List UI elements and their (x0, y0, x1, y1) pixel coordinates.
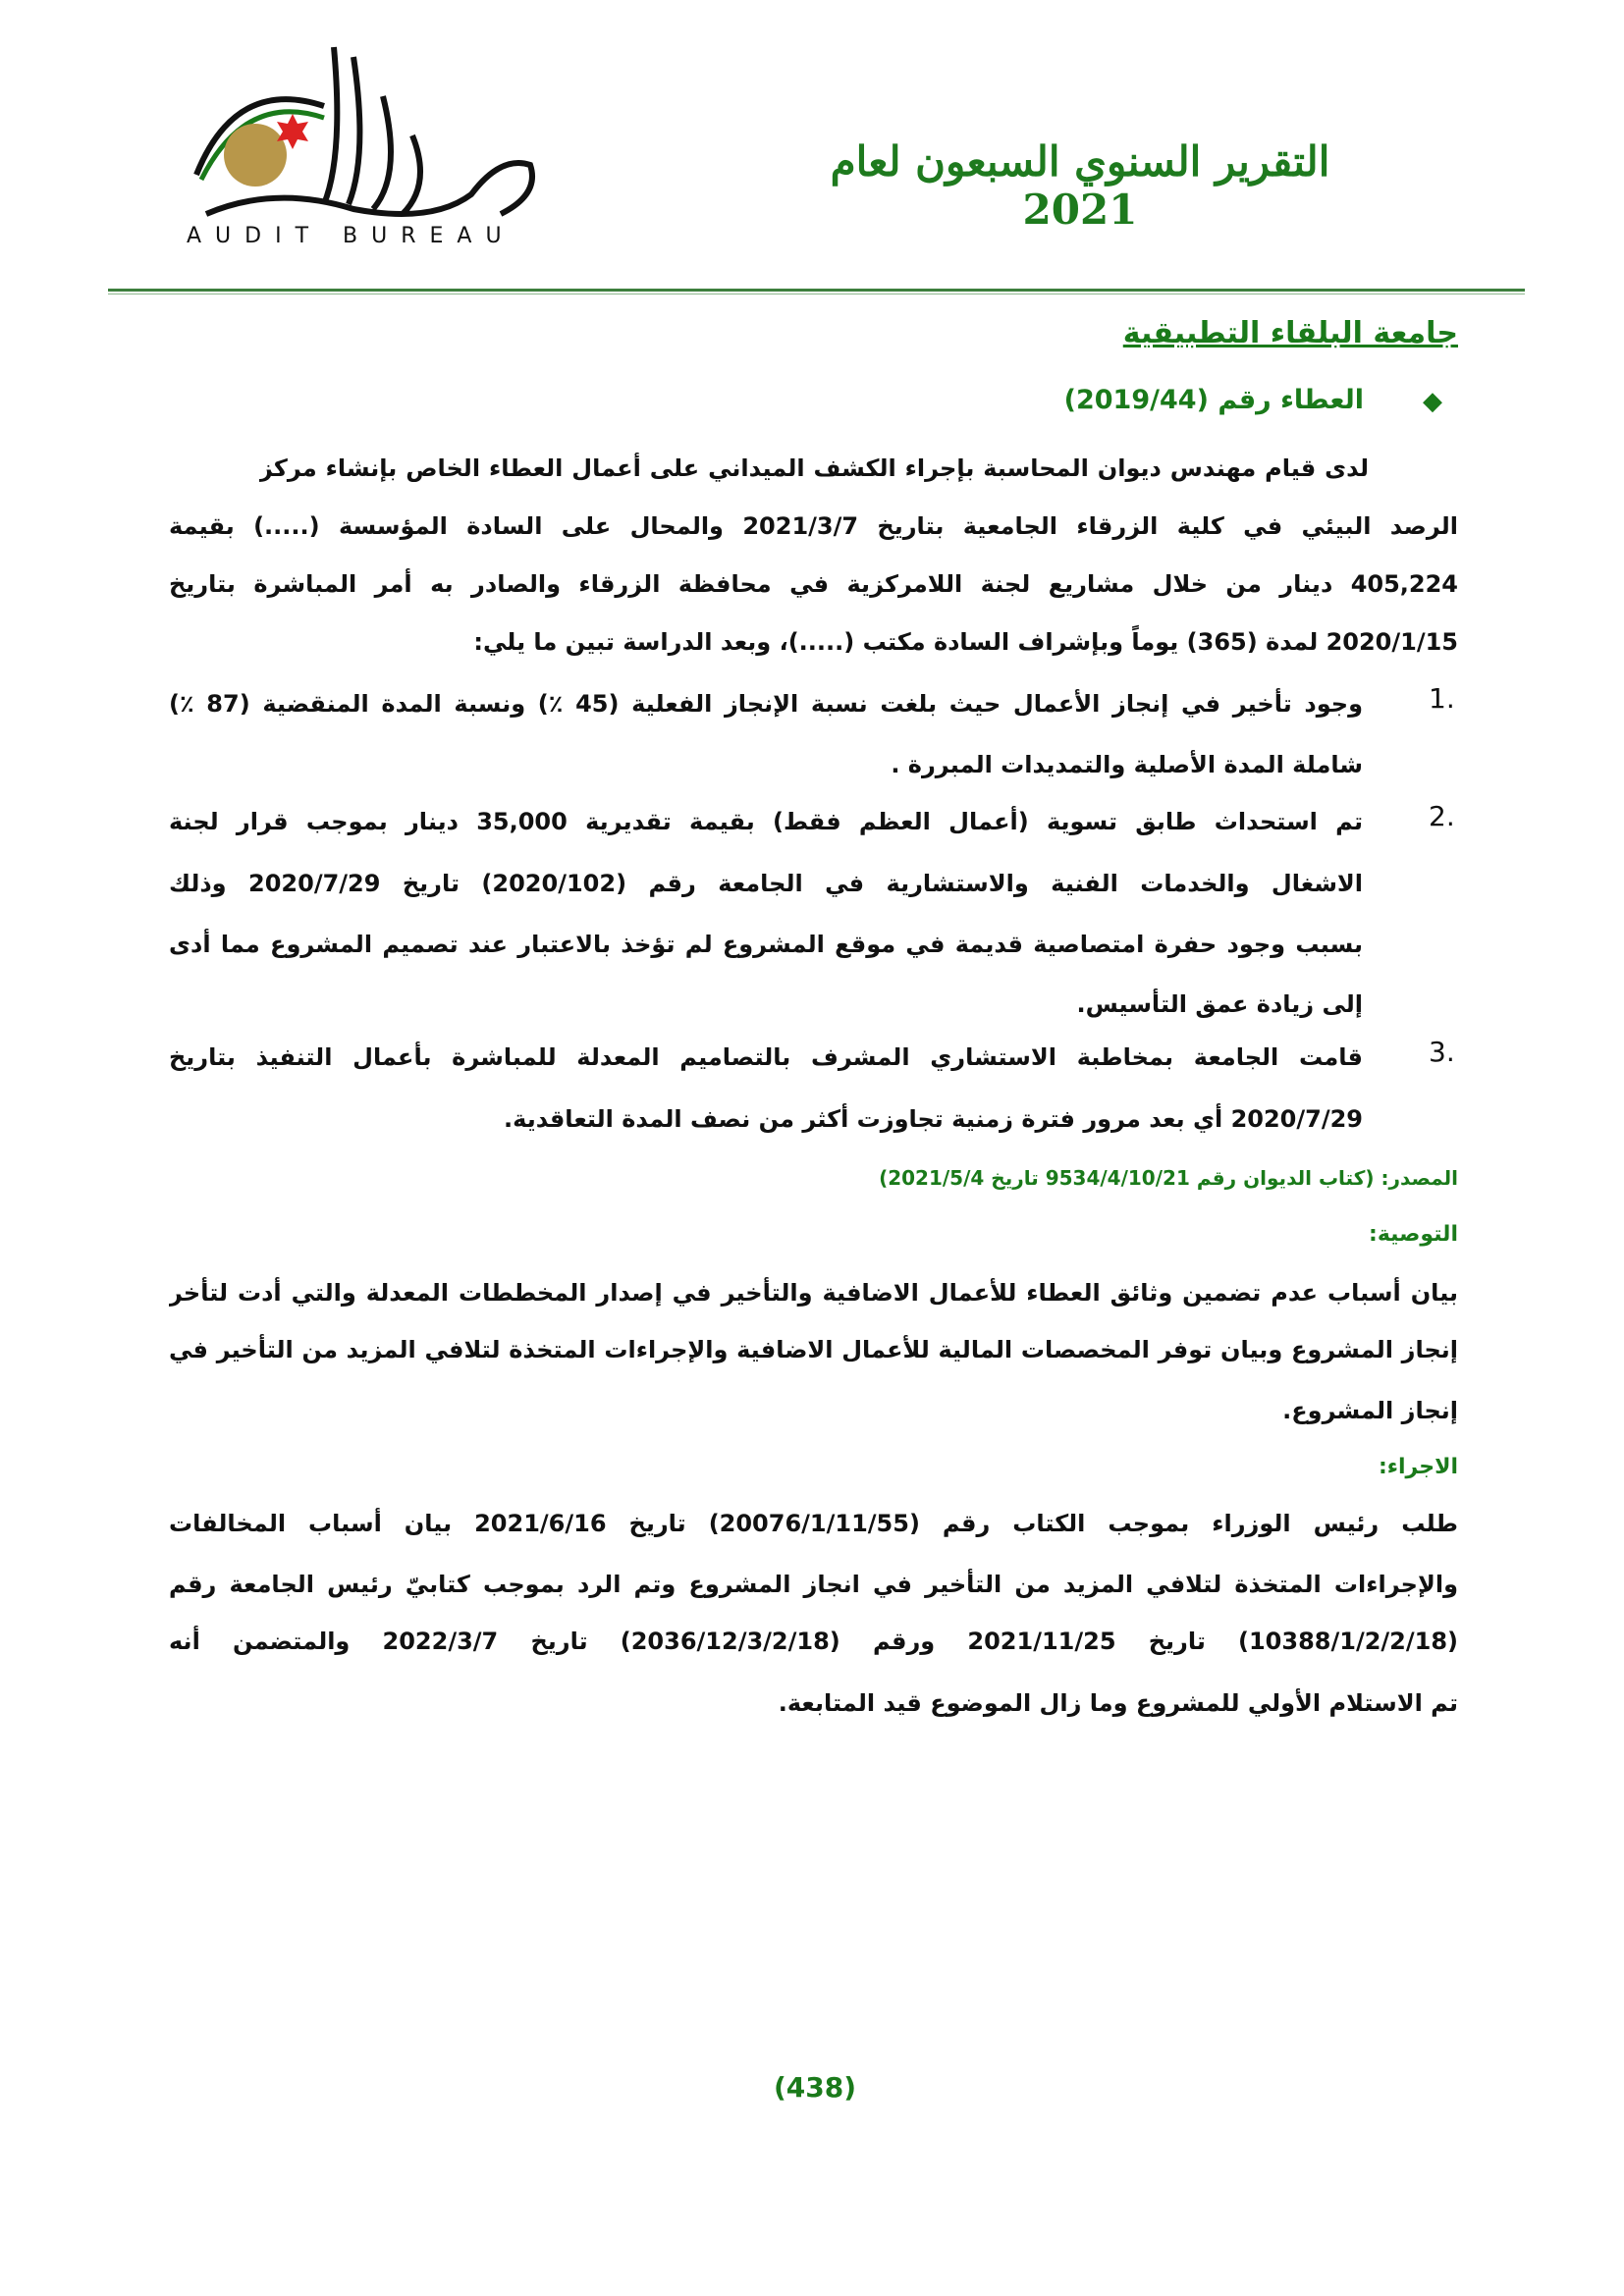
tender-heading: العطاء رقم (2019/44) (1063, 385, 1364, 415)
recommendation-label: التوصية: (1369, 1222, 1458, 1247)
logo-subtitle: AUDIT BUREAU (187, 224, 515, 248)
recommendation-line: بيان أسباب عدم تضمين وثائق العطاء للأعمال الاضافية والتأخير في إصدار المخططات المعدلة والتي أدت لتأخر (169, 1279, 1458, 1307)
report-title: التقرير السنوي السبعون لعام 2021 (830, 137, 1330, 234)
finding-line: إلى زيادة عمق التأسيس. (1076, 990, 1363, 1018)
finding-line: الاشغال والخدمات الفنية والاستشارية في الجامعة رقم (2020/102) تاريخ 2020/7/29 وذلك (169, 870, 1363, 897)
intro-line: 405,224 دينار من خلال مشاريع لجنة اللامركزية في محافظة الزرقاء والصادر به أمر المباشرة بتاريخ (169, 570, 1458, 598)
finding-line: شاملة المدة الأصلية والتمديدات المبررة . (891, 751, 1363, 778)
action-line: (10388/1/2/2/18) تاريخ 2021/11/25 ورقم (2036/12/3/2/18) تاريخ 2022/3/7 والمتضمن أنه (169, 1628, 1458, 1655)
finding-line: وجود تأخير في إنجاز الأعمال حيث بلغت نسبة الإنجاز الفعلية (45 ٪) ونسبة المدة المنقضية (87 ٪) (169, 690, 1363, 718)
finding-number: 1. (1429, 682, 1455, 715)
finding-number: 2. (1429, 800, 1455, 832)
finding-line: 2020/7/29 أي بعد مرور فترة زمنية تجاوزت أكثر من نصف المدة التعاقدية. (504, 1105, 1363, 1133)
recommendation-line: إنجاز المشروع وبيان توفر المخصصات المالية للأعمال الاضافية والإجراءات المتخذة لتلافي المزيد من التأخير في (169, 1336, 1458, 1363)
finding-line: بسبب وجود حفرة امتصاصية قديمة في موقع المشروع لم تؤخذ بالاعتبار عند تصميم المشروع مما أدى (169, 931, 1363, 958)
action-line: تم الاستلام الأولي للمشروع وما زال الموضوع قيد المتابعة. (778, 1689, 1458, 1717)
source-note: المصدر: (كتاب الديوان رقم 9534/4/10/21 تاريخ 2021/5/4) (879, 1166, 1458, 1190)
finding-line: قامت الجامعة بمخاطبة الاستشاري المشرف بالتصاميم المعدلة للمباشرة بأعمال التنفيذ بتاريخ (169, 1043, 1363, 1071)
intro-line: الرصد البيئي في كلية الزرقاء الجامعية بتاريخ 2021/3/7 والمحال على السادة المؤسسة (.....) بقيمة (169, 512, 1458, 540)
intro-line: لدى قيام مهندس ديوان المحاسبة بإجراء الكشف الميداني على أعمال العطاء الخاص بإنشاء مركز (259, 454, 1369, 482)
action-line: طلب رئيس الوزراء بموجب الكتاب رقم (20076/1/11/55) تاريخ 2021/6/16 بيان أسباب المخالفات (169, 1510, 1458, 1537)
section-heading: جامعة البلقاء التطبيقية (1122, 316, 1458, 350)
intro-line: 2020/1/15 لمدة (365) يوماً وبإشراف السادة مكتب (.....)، وبعد الدراسة تبين ما يلي: (473, 628, 1458, 656)
action-label: الاجراء: (1378, 1455, 1458, 1479)
diamond-bullet-icon: ◆ (1423, 387, 1442, 416)
audit-bureau-logo (177, 37, 555, 253)
header-divider (108, 289, 1525, 292)
finding-number: 3. (1429, 1036, 1455, 1068)
recommendation-line: إنجاز المشروع. (1282, 1397, 1458, 1424)
finding-line: تم استحداث طابق تسوية (أعمال العظم فقط) بقيمة تقديرية 35,000 دينار بموجب قرار لجنة (169, 808, 1363, 835)
action-line: والإجراءات المتخذة لتلافي المزيد من التأخير في انجاز المشروع وتم الرد بموجب كتابيّ رئيس الجامعة رقم (169, 1571, 1458, 1598)
page-number: (438) (773, 2071, 857, 2104)
